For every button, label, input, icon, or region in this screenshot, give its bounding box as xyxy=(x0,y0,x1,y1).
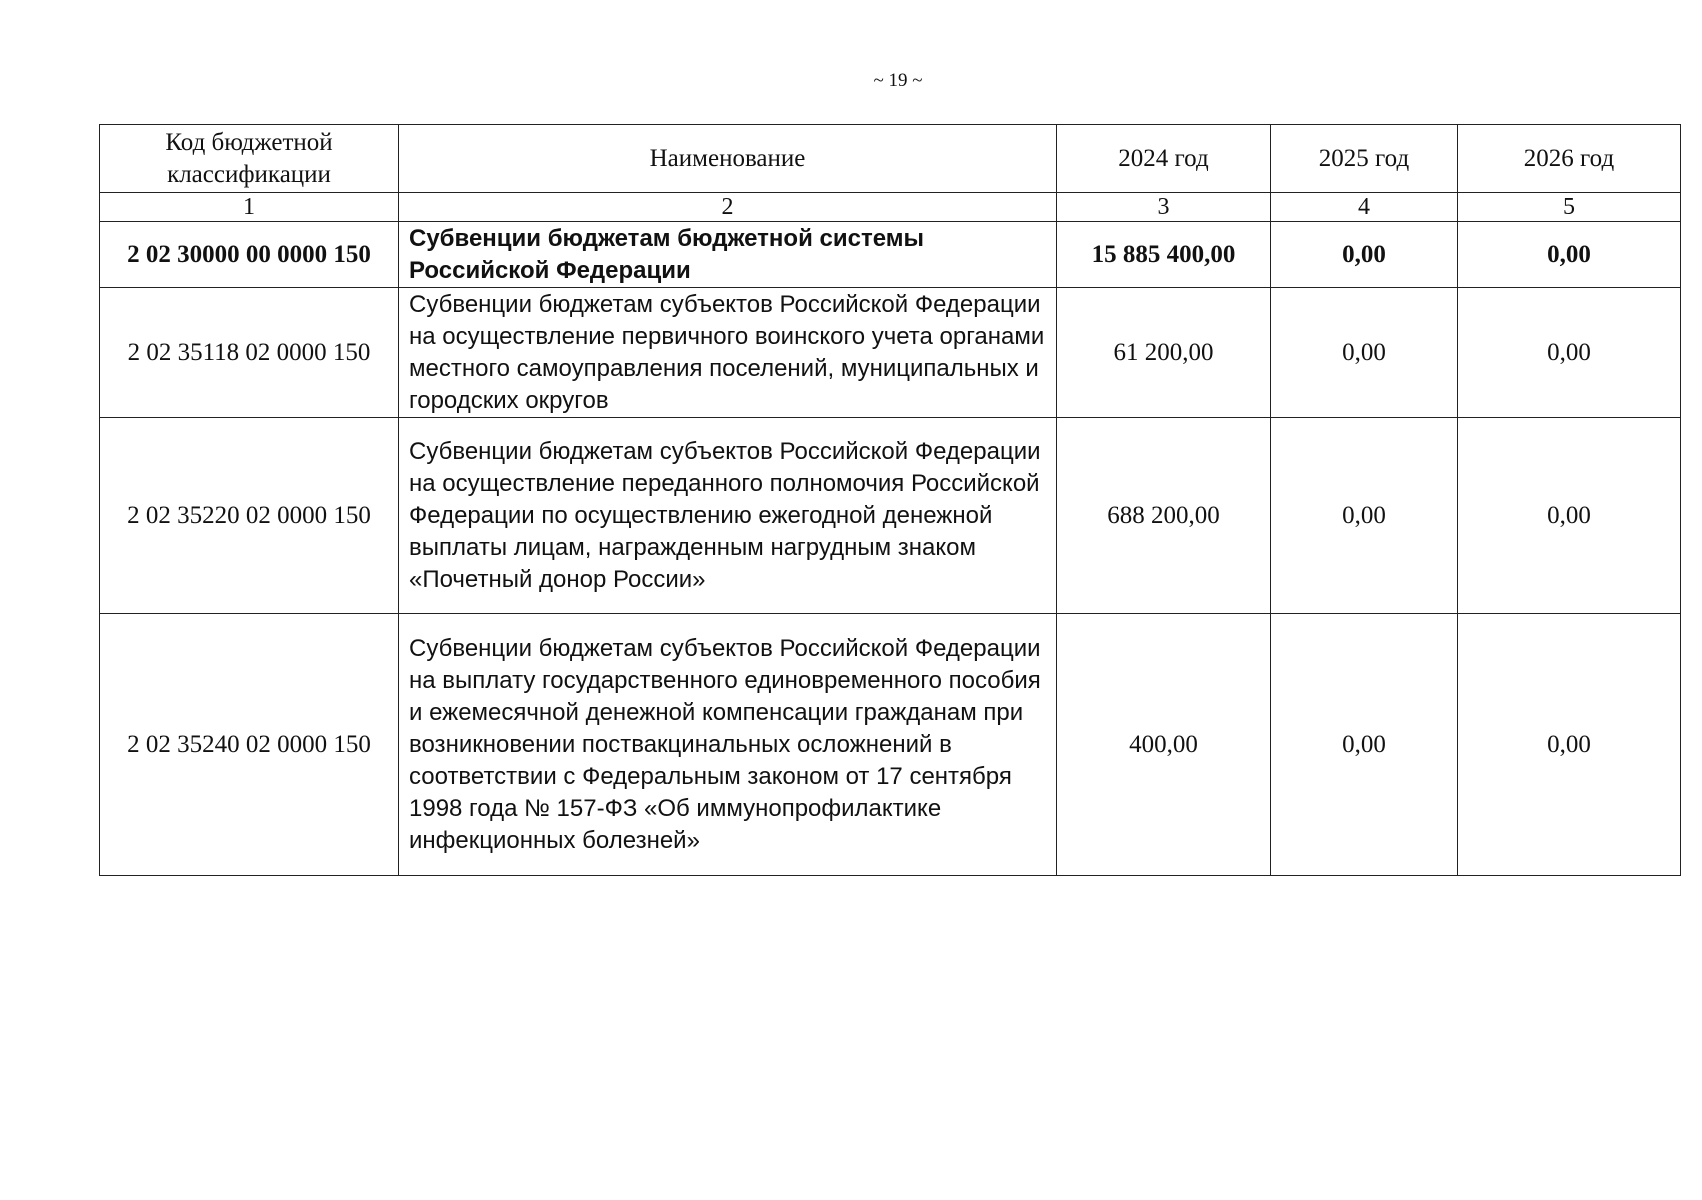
row-code: 2 02 35220 02 0000 150 xyxy=(100,418,399,614)
page-number: ~ 19 ~ xyxy=(873,70,923,91)
row-code: 2 02 30000 00 0000 150 xyxy=(100,222,399,288)
table-row xyxy=(100,288,1681,418)
table-row xyxy=(100,614,1681,876)
row-value-2026: 0,00 xyxy=(1458,418,1681,614)
row-name: Субвенции бюджетам субъектов Российской Федерации на осуществление первичного воинского учета органами местного самоуправления поселений, муниципальных и городских округов xyxy=(399,288,1057,418)
row-value-2024: 61 200,00 xyxy=(1057,288,1271,418)
column-number-row xyxy=(100,193,1681,222)
row-value-2024: 688 200,00 xyxy=(1057,418,1271,614)
header-name: Наименование xyxy=(399,125,1057,193)
column-number: 4 xyxy=(1271,193,1458,222)
budget-table xyxy=(99,124,1681,876)
column-number: 1 xyxy=(100,193,399,222)
row-name: Субвенции бюджетам субъектов Российской Федерации на выплату государственного единовременного пособия и ежемесячной денежной компенсации гражданам при возникновении поствакцинальных осложнений в соответствии с Федеральным законом от 17 сентября 1998 года № 157-ФЗ «Об иммунопрофилактике инфекционных болезней» xyxy=(399,614,1057,876)
column-number: 3 xyxy=(1057,193,1271,222)
column-number: 5 xyxy=(1458,193,1681,222)
row-code: 2 02 35240 02 0000 150 xyxy=(100,614,399,876)
header-2025: 2025 год xyxy=(1271,125,1458,193)
row-value-2024: 15 885 400,00 xyxy=(1057,222,1271,288)
row-code: 2 02 35118 02 0000 150 xyxy=(100,288,399,418)
table-row xyxy=(100,418,1681,614)
row-value-2024: 400,00 xyxy=(1057,614,1271,876)
row-name: Субвенции бюджетам бюджетной системы Российской Федерации xyxy=(399,222,1057,288)
row-value-2026: 0,00 xyxy=(1458,288,1681,418)
row-value-2025: 0,00 xyxy=(1271,614,1458,876)
row-name: Субвенции бюджетам субъектов Российской Федерации на осуществление переданного полномочия Российской Федерации по осуществлению ежегодной денежной выплаты лицам, награжденным нагрудным знаком «Почетный донор России» xyxy=(399,418,1057,614)
row-value-2026: 0,00 xyxy=(1458,222,1681,288)
header-code: Код бюджетной классификации xyxy=(100,125,399,193)
table-row xyxy=(100,222,1681,288)
header-2026: 2026 год xyxy=(1458,125,1681,193)
column-number: 2 xyxy=(399,193,1057,222)
header-2024: 2024 год xyxy=(1057,125,1271,193)
table-header-row xyxy=(100,125,1681,193)
row-value-2026: 0,00 xyxy=(1458,614,1681,876)
row-value-2025: 0,00 xyxy=(1271,418,1458,614)
row-value-2025: 0,00 xyxy=(1271,288,1458,418)
row-value-2025: 0,00 xyxy=(1271,222,1458,288)
